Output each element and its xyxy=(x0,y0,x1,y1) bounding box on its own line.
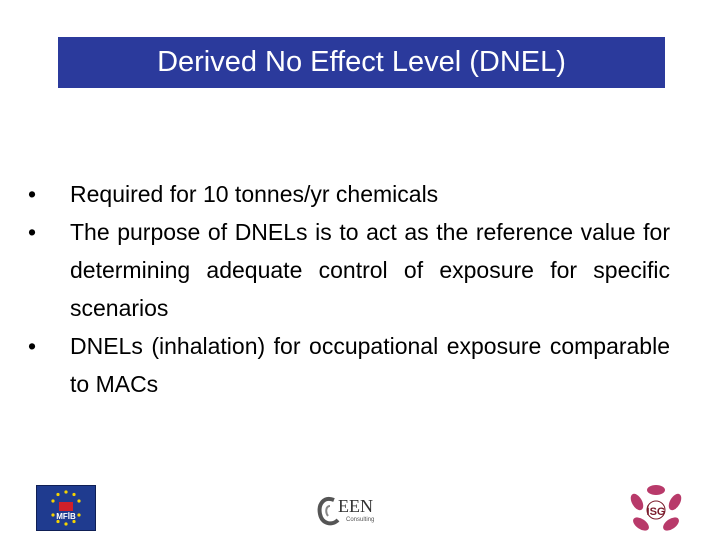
slide-title: Derived No Effect Level (DNEL) xyxy=(157,46,566,78)
bullet-dot-icon: • xyxy=(28,181,37,207)
bullet-dot-icon: • xyxy=(28,219,37,245)
eu-stars-graphic xyxy=(37,486,95,530)
bullet-list xyxy=(28,175,670,403)
ceen-swirl-graphic xyxy=(316,494,340,528)
mfib-logo-text: MFİB xyxy=(56,512,76,521)
bullet-item xyxy=(28,213,670,327)
eu-stars-flag-icon xyxy=(36,485,96,531)
ceen-logo-icon xyxy=(316,494,386,528)
ceen-logo-subtext: Consulting xyxy=(346,517,375,523)
bullet-dot-icon: • xyxy=(28,333,37,359)
isg-logo-text: İSG xyxy=(646,506,666,518)
bullet-text: The purpose of DNELs is to act as the reference value for determining adequate control of exposure for specific scenarios xyxy=(70,219,670,321)
bullet-item xyxy=(28,327,670,403)
ceen-logo-text: EEN xyxy=(338,496,373,516)
bullet-item xyxy=(28,175,670,213)
slide-title-bar xyxy=(58,37,665,88)
bullet-text: DNELs (inhalation) for occupational exposure comparable to MACs xyxy=(70,333,670,397)
hands-circle-icon xyxy=(627,482,685,534)
bullet-text: Required for 10 tonnes/yr chemicals xyxy=(70,181,439,207)
